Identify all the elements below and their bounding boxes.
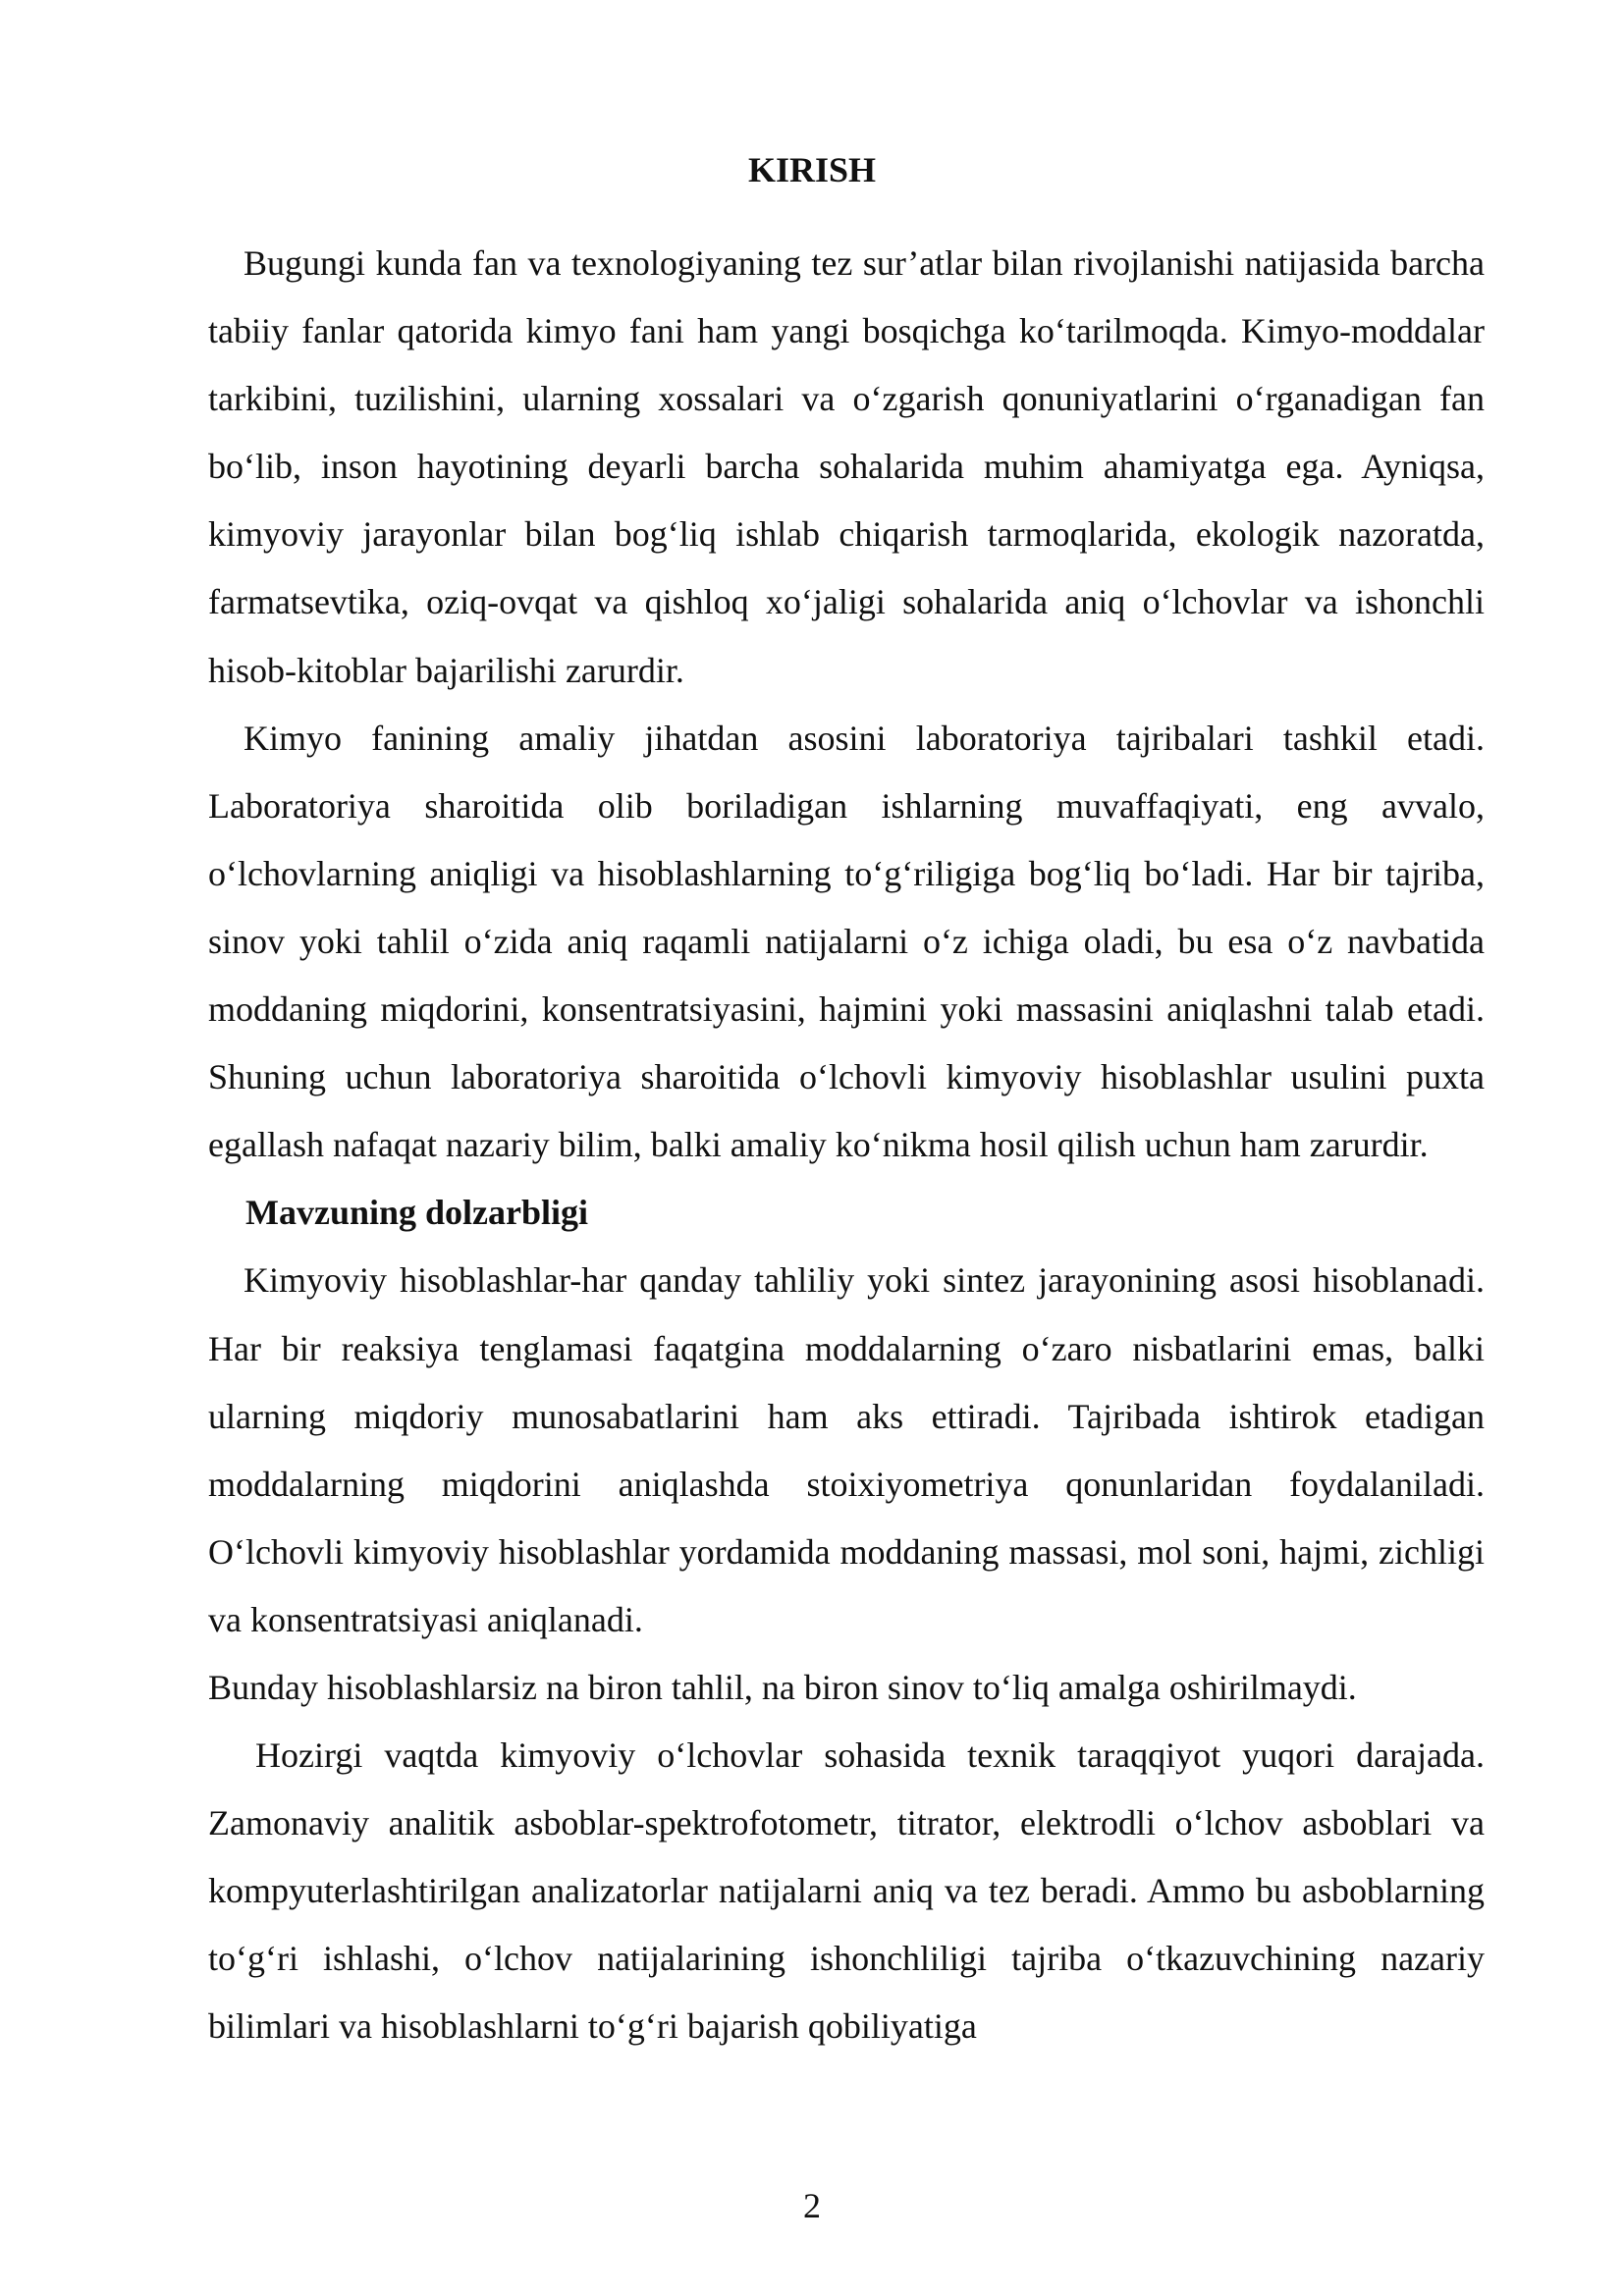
- section-heading: Mavzuning dolzarbligi: [245, 1193, 589, 1233]
- intro-paragraph-1: Bugungi kunda fan va texnologiyaning tez sur’atlar bilan rivojlanishi natijasida barcha tabiiy fanlar qatorida kimyo fani ham yangi bosqichga ko‘tarilmoqda. Kimyo-moddalar tarkibini, tuzilishini, ularning xossalari va o‘zgarish qonuniyatlarini o‘rganadigan fan bo‘lib, inson hayotining deyarli barcha sohalarida muhim ahamiyatga ega. Ayniqsa, kimyoviy jarayonlar bilan bog‘liq ishlab chiqarish tarmoqlarida, ekologik nazoratda, farmatsevtika, oziq-ovqat va qishloq xo‘jaligi sohalarida aniq o‘lchovlar va ishonchli hisob-kitoblar bajarilishi zarurdir.: [208, 243, 1485, 690]
- page-title: KIRISH: [747, 150, 877, 189]
- section-paragraph-1: Kimyoviy hisoblashlar-har qanday tahliliy yoki sintez jarayonining asosi hisoblanadi. Har bir reaksiya tenglamasi faqatgina moddalarning o‘zaro nisbatlarini emas, balki ularning miqdoriy munosabatlarini ham aks ettiradi. Tajribada ishtirok etadigan moddalarning miqdorini aniqlashda stoixiyometriya qonunlaridan foydalaniladi. O‘lchovli kimyoviy hisoblashlar yordamida moddaning massasi, mol soni, hajmi, zichligi va konsentratsiyasi aniqlanadi.: [208, 1260, 1485, 1639]
- section-paragraph-3: Hozirgi vaqtda kimyoviy o‘lchovlar sohasida texnik taraqqiyot yuqori darajada. Zamonaviy analitik asboblar-spektrofotometr, titrator, elektrodli o‘lchov asboblari va kompyuterlashtirilgan analizatorlar natijalarni aniq va tez beradi. Ammo bu asboblarning to‘g‘ri ishlashi, o‘lchov natijalarining ishonchliligi tajriba o‘tkazuvchining nazariy bilimlari va hisoblashlarni to‘g‘ri bajarish qobiliyatiga: [208, 1735, 1485, 2047]
- section-paragraph-2: Bunday hisoblashlarsiz na biron tahlil, na biron sinov to‘liq amalga oshirilmaydi.: [208, 1667, 1357, 1707]
- intro-paragraph-2: Kimyo fanining amaliy jihatdan asosini laboratoriya tajribalari tashkil etadi. Laboratoriya sharoitida olib boriladigan ishlarning muvaffaqiyati, eng avvalo, o‘lchovlarning aniqligi va hisoblashlarning to‘g‘riligiga bog‘liq bo‘ladi. Har bir tajriba, sinov yoki tahlil o‘zida aniq raqamli natijalarni o‘z ichiga oladi, bu esa o‘z navbatida moddaning miqdorini, konsentratsiyasini, hajmini yoki massasini aniqlashni talab etadi. Shuning uchun laboratoriya sharoitida o‘lchovli kimyoviy hisoblashlar usulini puxta egallash nafaqat nazariy bilim, balki amaliy ko‘nikma hosil qilish uchun ham zarurdir.: [208, 718, 1485, 1165]
- document-body: [208, 230, 1485, 2061]
- page-number: 2: [803, 2186, 821, 2225]
